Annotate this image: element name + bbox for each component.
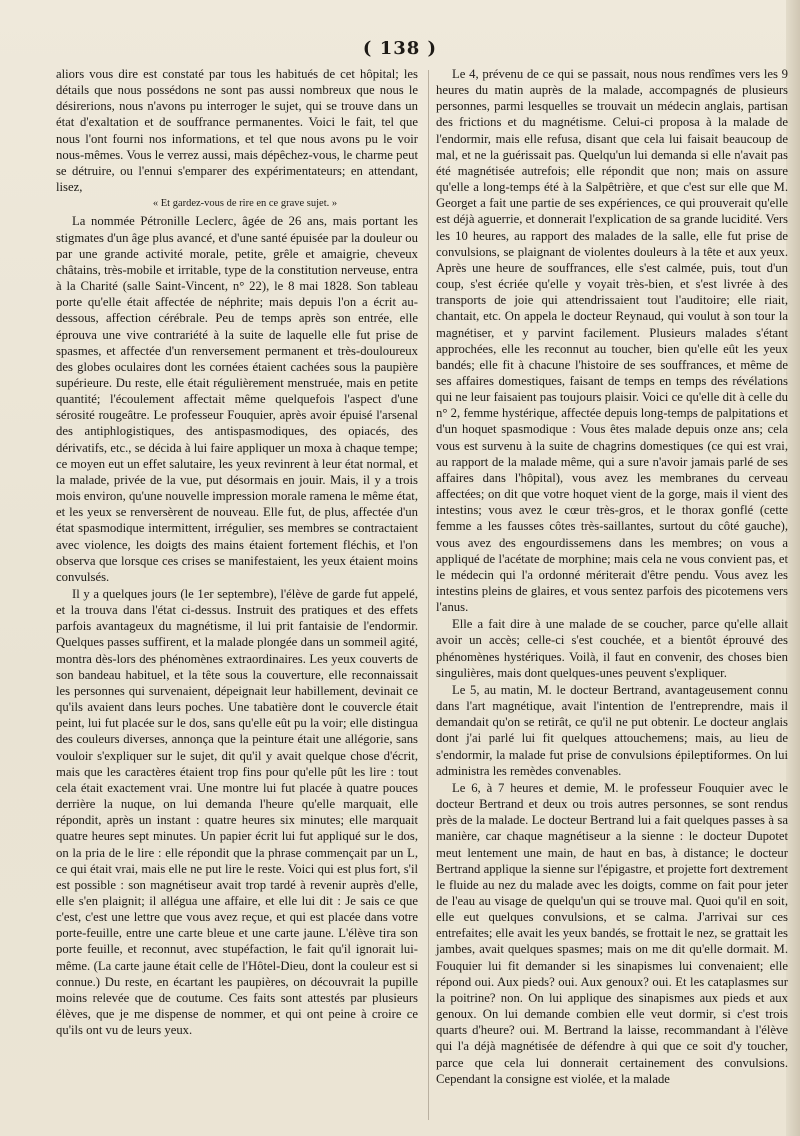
right-column [436, 66, 788, 1087]
page-edge [786, 0, 800, 1136]
paragraph: La nommée Pétronille Leclerc, âgée de 26 ans, mais portant les stigmates d'un âge plus avancé, et d'une santé épuisée par la douleur ou par une grande activité morale, petite, grêle et amaigrie, cheveux châtains, très-mobile et irritable, type de la constitution nerveuse, entra à la Charité (salle Saint-Vincent, n° 22), le 8 mai 1828. Son tableau porte qu'elle était affectée de néphrite; mais depuis l'on a écrit au-dessous, affection cérébrale. Peu de temps après son entrée, elle éprouva une vive contrariété à la suite de laquelle elle fut prise de spasmes, et affectée d'un renversement permanent et très-douloureux des globes oculaires dont les cornées étaient cachées sous la paupière supérieure. Du reste, elle était régulièrement menstruée, mais en petite quantité; l'écoulement affectait même quelquefois l'aspect d'une sérosité rougeâtre. Le professeur Fouquier, après avoir épuisé l'arsenal des antiphlogistiques, des antispasmodiques, des opiacés, des dérivatifs, etc., se décida à lui faire appliquer un moxa à chaque tempe; ce moyen eut un effet salutaire, les yeux revinrent à leur état normal, et la malade, privée de la vue, put désormais en jouir. Mais, il y a trois mois environ, qu'une nouvelle impression morale ramena le même état, et les yeux se renversèrent de nouveau. Elle fut, de plus, affectée d'un état spasmodique intermittent, irrégulier, ses membres se contractaient avec violence, les doigts des mains étaient fortement fléchis, et l'on observa que lorsque ces crises se manifestaient, les yeux étaient moins convulsés. [56, 214, 419, 584]
paragraph: Il y a quelques jours (le 1er septembre), l'élève de garde fut appelé, et la trouva dans l'état ci-dessus. Instruit des pratiques et des effets parfois avantageux du magnétisme, il lui prit fantaisie de l'endormir. Quelques passes suffirent, et la malade plongée dans un sommeil agité, montra dès-lors des phénomènes extraordinaires. Les yeux couverts de son bandeau habituel, et la tête sous la couverture, elle reconnaissait les personnes qui survenaient, dépeignait leur habillement, devinait ce qu'ils avaient dans leurs poches. Une tabatière dont le couvercle était peint, lui fut placée sur le dos, sans qu'elle eût pu la voir; elle distingua des couleurs diverses, annonça que la peinture était une allégorie, sans vouloir s'expliquer sur le sujet, dit qu'il y avait quelque chose d'écrit, mais que les caractères étaient trop fins pour qu'elle pût les lire : tout cela était exactement vrai. Une montre lui fut placée à quatre pouces derrière la nuque, on lui demanda l'heure qu'elle marquait, elle répondit, après un instant : quatre heures six minutes; elle marquait quatre heures sept minutes. Un papier écrit lui fut appliqué sur le dos, on la pria de le lire : elle répondit que la phrase commençait par un L, ce qui était vrai, mais elle ne put lire le reste. Voici qui est plus fort, s'il est possible : son magnétiseur avait trop tardé à revenir auprès d'elle, elle s'en plaignit; il allégua une affaire, et elle lui dit : Je sais ce que c'est, c'est une lettre que vous avez reçue, et qui est placée dans votre porte-feuille, entre une carte bleue et une carte jaune. L'élève tira son porte feuille, et reconnut, avec stupéfaction, le fait qu'il ignorait lui-même. (La carte jaune était celle de l'Hôtel-Dieu, dont la couleur est si connue.) Du reste, en écartant les paupières, on découvrait la pupille moins relevée que de coutume. Ces faits sont attestés par plusieurs élèves, que je me dispense de nommer, et qui ont peine à croire ce qu'ils ont vu de leurs yeux. [56, 587, 418, 1038]
page-number: ( 138 ) [362, 38, 438, 59]
paragraph: Le 5, au matin, M. le docteur Bertrand, avantageusement connu dans l'art magnétique, avait l'intention de l'entreprendre, mais il demandait qu'on se retirât, ce qu'il ne put obtenir. Le docteur anglais dont j'ai parlé lui fit quelques attouchemens; mais, au lieu de s'endormir, la malade fut prise de convulsions épileptiformes. On lui administra les remèdes convenables. [436, 682, 788, 778]
column-divider [428, 70, 429, 1120]
paragraph: aliors vous dire est constaté par tous les habitués de cet hôpital; les détails que nous possédons ne sont pas aussi nombreux que nous le désirerions, nous n'avons pu interroger le sujet, qui se trouve dans un état d'exaltation et de souffrance permanentes. Voici le fait, tel que nous l'ont fourni nos informations, et tel que nous avons pu le voir nous-mêmes. Vous le verrez aussi, mais dépêchez-vous, le charme peut se détruire, ou l'ennui s'emparer des expérimentateurs; en attendant, lisez, [56, 67, 418, 195]
paragraph: Elle a fait dire à une malade de se coucher, parce qu'elle allait avoir un accès; celle-ci s'est couchée, et a bientôt éprouvé des phénomènes hystériques. Voilà, il faut en convenir, des choses bien singulières, mais dont quelques-unes peuvent s'expliquer. [436, 617, 788, 680]
epigraph: « Et gardez-vous de rire en ce grave sujet. » [152, 198, 338, 210]
paragraph: Le 6, à 7 heures et demie, M. le professeur Fouquier avec le docteur Bertrand et deux ou trois autres personnes, se sont rendus près de la malade. Le docteur Bertrand lui a fait quelques passes à sa manière, car chaque magnétiseur a la sienne : le docteur Dupotet meut lentement une main, de haut en bas, à distance; le docteur Bertrand applique la sienne sur l'épigastre, et projette fort dextrement le fluide au nez du malade avec les doigts, comme on fait pour jeter de l'eau au visage de quelqu'un qui se trouve mal. Quoi qu'il en soit, elle eut quelques convulsions, et se calma. J'arrivai sur ces entrefaites; elle avait les yeux bandés, se frottait le nez, se grattait les jambes, avait quelques spasmes; mais on me dit qu'elle dormait. M. Fouquier lui fit demander si les sinapismes lui convenaient; elle répond oui. Aux pieds? oui. Aux genoux? oui. Et les cataplasmes sur la poitrine? non. On lui applique des sinapismes aux pieds et aux genoux. On lui demande combien elle veut dormir, si c'est trois quarts d'heure? oui. M. Bertrand la laisse, recommandant à l'élève qui l'a déjà magnétisée de défendre à qui que ce soit d'y toucher, parce que cela lui donnerait certainement des convulsions. Cependant la consigne est violée, et la malade [436, 780, 788, 1086]
left-column [56, 66, 418, 1038]
paragraph: Le 4, prévenu de ce qui se passait, nous nous rendîmes vers les 9 heures du matin auprès de la malade, accompagnés de plusieurs personnes, parmi lesquelles se trouvait un médecin anglais, partisan des frictions et du magnétisme. Celui-ci proposa à la malade de l'endormir, mais elle refusa, disant que cela lui faisait beaucoup de mal, et ne la guérissait pas. Quelqu'un lui demanda si elle n'avait pas été magnétisée autrefois; elle répondit que non; mais on assure qu'elle a long-temps été à la Salpêtrière, et que c'est sur elle que M. Georget a fait une partie de ses expériences, ce qui prouverait qu'elle est déjà aguerrie, et donnerait l'explication de sa grande lucidité. Vers les 10 heures, au rapport des malades de la salle, elle fut prise de convulsions, se plaignant de violentes douleurs à la tête et aux yeux. Après une heure de souffrances, elle s'est calmée, puis, tout d'un coup, s'est écriée qu'elle y voyait très-bien, et s'est livrée à des transports de joie qui attendrissaient tout l'auditoire; elle riait, chantait, etc. On appela le docteur Reynaud, qui voulut à son tour la magnétiser, et y parvint facilement. Plusieurs malades s'étant approchées, elle les reconnut au toucher, bien qu'elle eût les yeux bandés; elle fit à chacune l'histoire de ses souffrances, et même de ses affaires domestiques, faisant de temps en temps des révélations qui ne leur faisaient pas toujours plaisir. Voici ce qu'elle dit à celle du n° 2, femme hystérique, affectée depuis long-temps de palpitations et d'un hoquet spasmodique : Vous êtes malade depuis onze ans; cela vous est survenu à la suite de chagrins domestiques (ce qui est vrai, au rapport de la malade même, qui a sure n'avoir jamais parlé de ses affaires dans l'hôpital), vous avez les membranes du cerveau affectées; on dit que votre hoquet vient de la gorge, mais il vient des intestins; vous avez le cœur très-gros, et le thorax gonflé (cette femme a les fausses côtes très-saillantes, surtout du côté gauche), vous avez des engourdissemens dans les membres; on vous a appliqué de l'acétate de morphine; mais cela ne vous convient pas, et le médecin qui l'a ordonné mériterait d'être pendu. Vous avez les intestins pleins de glaires, et vous sentez parfois des picotemens vers l'anus. [436, 67, 788, 615]
